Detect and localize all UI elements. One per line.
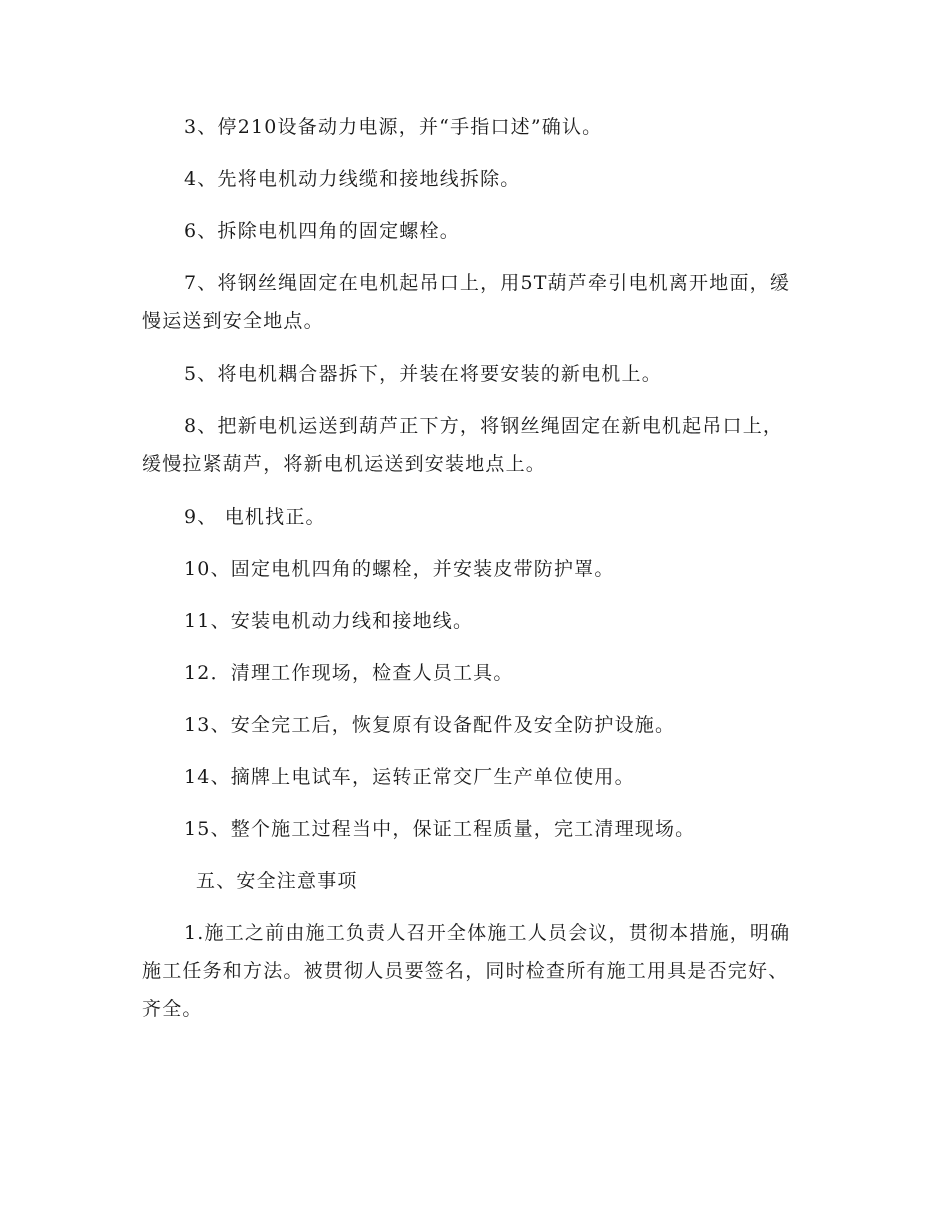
paragraph-step-5: 5、将电机耦合器拆下，并装在将要安装的新电机上。 (184, 363, 662, 385)
paragraph-step-3: 3、停210设备动力电源，并“手指口述”确认。 (184, 116, 603, 138)
paragraph-safety-1: 1.施工之前由施工负责人召开全体施工人员会议，贯彻本措施，明确施工任务和方法。被贯彻人员要签名，同时检查所有施工用具是否完好、齐全。 (142, 922, 791, 1020)
paragraph-step-6: 6、拆除电机四角的固定螺栓。 (184, 220, 460, 242)
paragraph-step-4: 4、先将电机动力线缆和接地线拆除。 (184, 168, 521, 190)
paragraph-step-10: 10、固定电机四角的螺栓，并安装皮带防护罩。 (184, 558, 615, 580)
paragraph-step-11: 11、安装电机动力线和接地线。 (184, 610, 474, 632)
section-heading-safety: 五、安全注意事项 (196, 870, 358, 892)
paragraph-step-14: 14、摘牌上电试车，运转正常交厂生产单位使用。 (184, 766, 635, 788)
paragraph-step-12: 12．清理工作现场，检查人员工具。 (184, 662, 514, 684)
paragraph-step-13: 13、安全完工后，恢复原有设备配件及安全防护设施。 (184, 714, 676, 736)
paragraph-step-8: 8、把新电机运送到葫芦正下方，将钢丝绳固定在新电机起吊口上，缓慢拉紧葫芦，将新电机运送到安装地点上。 (142, 415, 784, 475)
paragraph-step-9: 9、 电机找正。 (184, 506, 326, 528)
paragraph-step-15: 15、整个施工过程当中，保证工程质量，完工清理现场。 (184, 818, 696, 840)
paragraph-step-7: 7、将钢丝绳固定在电机起吊口上，用5T葫芦牵引电机离开地面，缓慢运送到安全地点。 (142, 272, 791, 332)
